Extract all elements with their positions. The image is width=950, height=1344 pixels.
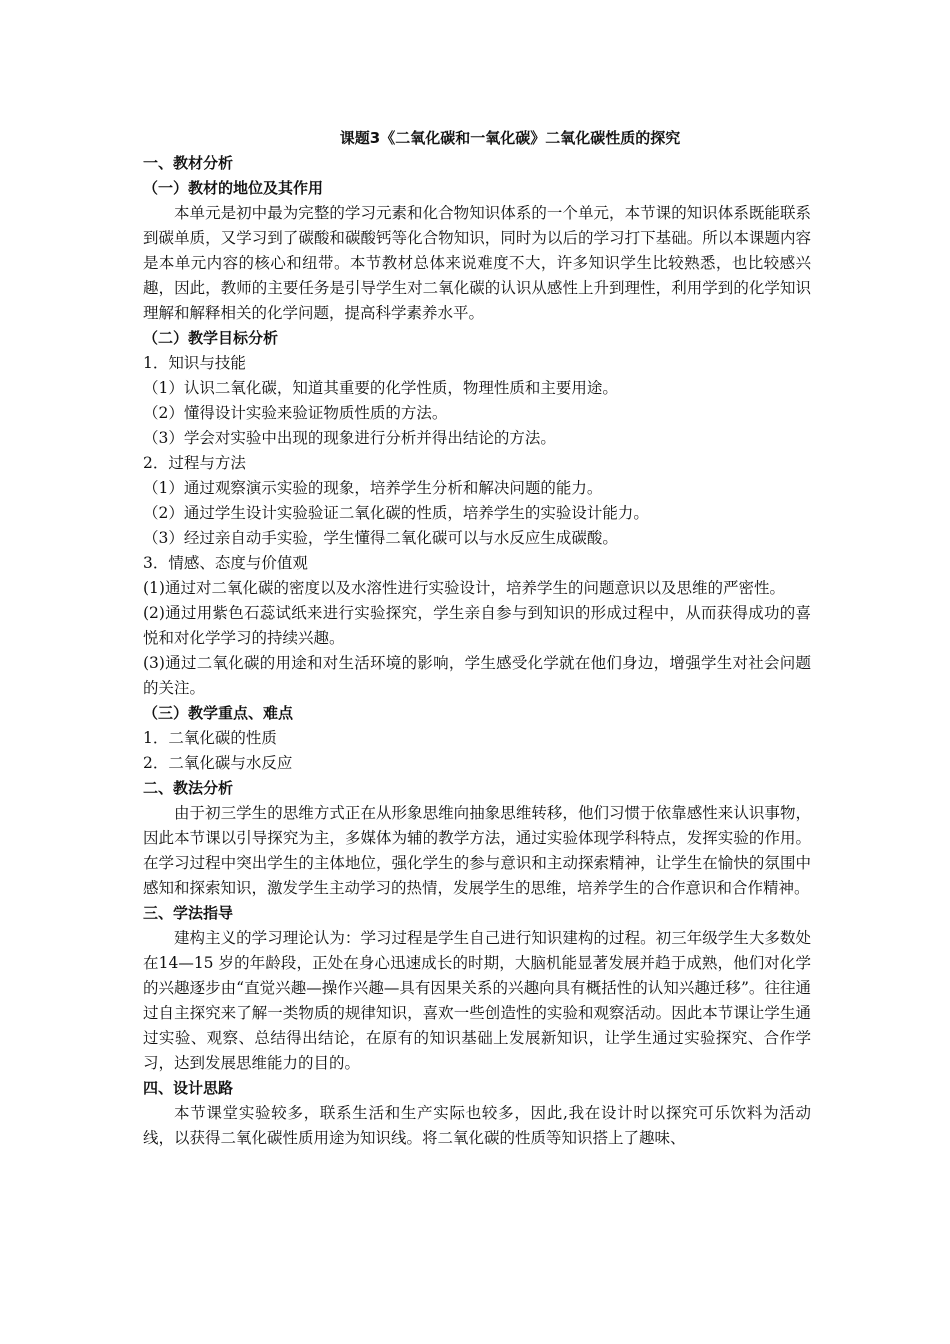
list-item: （2）通过学生设计实验验证二氧化碳的性质，培养学生的实验设计能力。 bbox=[143, 504, 649, 522]
goal-group-title-knowledge: 1．知识与技能 bbox=[143, 354, 246, 372]
list-item: （3）经过亲自动手实验，学生懂得二氧化碳可以与水反应生成碳酸。 bbox=[143, 529, 618, 547]
section-heading-design-idea: 四、设计思路 bbox=[143, 1079, 234, 1097]
list-item: (1)通过对二氧化碳的密度以及水溶性进行实验设计，培养学生的问题意识以及思维的严密性。 bbox=[143, 579, 785, 597]
list-item: 1．二氧化碳的性质 bbox=[143, 729, 277, 747]
list-item: （1）通过观察演示实验的现象，培养学生分析和解决问题的能力。 bbox=[143, 479, 603, 497]
paragraph-design-idea: 本节课堂实验较多，联系生活和生产实际也较多，因此,我在设计时以探究可乐饮料为活动线，以获得二氧化碳性质用途为知识线。将二氧化碳的性质等知识搭上了趣味、 bbox=[143, 1104, 811, 1147]
list-item: （1）认识二氧化碳，知道其重要的化学性质，物理性质和主要用途。 bbox=[143, 379, 618, 397]
document-body bbox=[143, 126, 811, 1151]
document-title: 课题3《二氧化碳和一氧化碳》二氧化碳性质的探究 bbox=[339, 129, 681, 147]
section-heading-textbook-analysis: 一、教材分析 bbox=[143, 154, 234, 172]
goal-group-title-attitude: 3．情感、态度与价值观 bbox=[143, 554, 308, 572]
list-item: （3）学会对实验中出现的现象进行分析并得出结论的方法。 bbox=[143, 429, 556, 447]
section-heading-teaching-method: 二、教法分析 bbox=[143, 779, 234, 797]
goal-group-title-process: 2．过程与方法 bbox=[143, 454, 246, 472]
paragraph-teaching-method: 由于初三学生的思维方式正在从形象思维向抽象思维转移，他们习惯于依靠感性来认识事物，因此本节课以引导探究为主，多媒体为辅的教学方法，通过实验体现学科特点，发挥实验的作用。在学习过程中突出学生的主体地位，强化学生的参与意识和主动探索精神，让学生在愉快的氛围中感知和探索知识，激发学生主动学习的热情，发展学生的思维，培养学生的合作意识和合作精神。 bbox=[143, 804, 811, 897]
list-item: (3)通过二氧化碳的用途和对生活环境的影响，学生感受化学就在他们身边，增强学生对社会问题的关注。 bbox=[143, 654, 811, 697]
paragraph-status-role: 本单元是初中最为完整的学习元素和化合物知识体系的一个单元，本节课的知识体系既能联系到碳单质，又学习到了碳酸和碳酸钙等化合物知识，同时为以后的学习打下基础。所以本课题内容是本单元内容的核心和纽带。本节教材总体来说难度不大，许多知识学生比较熟悉，也比较感兴趣，因此，教师的主要任务是引导学生对二氧化碳的认识从感性上升到理性，利用学到的化学知识理解和解释相关的化学问题，提高科学素养水平。 bbox=[143, 204, 811, 322]
list-item: 2．二氧化碳与水反应 bbox=[143, 754, 293, 772]
paragraph-learning-guidance: 建构主义的学习理论认为：学习过程是学生自己进行知识建构的过程。初三年级学生大多数处在14—15 岁的年龄段，正处在身心迅速成长的时期，大脑机能显著发展并趋于成熟，他们对化学的兴趣逐步由“直觉兴趣—操作兴趣—具有因果关系的兴趣向具有概括性的认知兴趣迁移”。往往通过自主探究来了解一类物质的规律知识，喜欢一些创造性的实验和观察活动。因此本节课让学生通过实验、观察、总结得出结论，在原有的知识基础上发展新知识，让学生通过实验探究、合作学习，达到发展思维能力的目的。 bbox=[143, 929, 811, 1072]
subsection-heading-key-points: （三）教学重点、难点 bbox=[143, 704, 294, 722]
list-item: （2）懂得设计实验来验证物质性质的方法。 bbox=[143, 404, 448, 422]
subsection-heading-teaching-goals: （二）教学目标分析 bbox=[143, 329, 279, 347]
list-item: (2)通过用紫色石蕊试纸来进行实验探究，学生亲自参与到知识的形成过程中，从而获得成功的喜悦和对化学学习的持续兴趣。 bbox=[143, 604, 811, 647]
subsection-heading-status-role: （一）教材的地位及其作用 bbox=[143, 179, 324, 197]
section-heading-learning-guidance: 三、学法指导 bbox=[143, 904, 234, 922]
